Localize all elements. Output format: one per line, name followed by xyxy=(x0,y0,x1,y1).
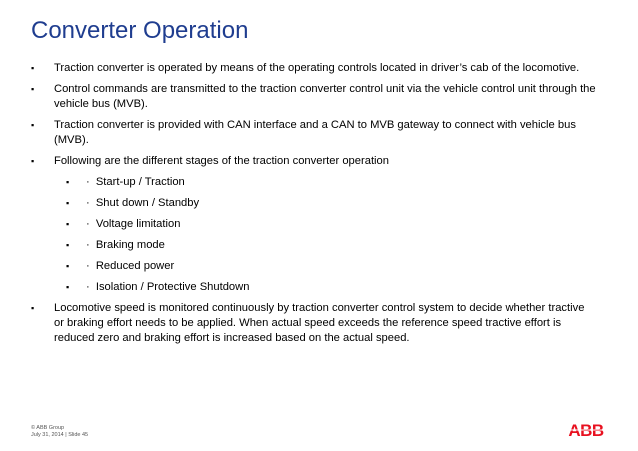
sub-bullet-icon: · xyxy=(86,260,90,272)
bullet-icon: ▪ xyxy=(66,177,70,187)
abb-logo xyxy=(566,420,606,440)
bullet-icon: ▪ xyxy=(31,303,35,313)
copyright-text: © ABB Group xyxy=(31,425,65,431)
bullet-icon: ▪ xyxy=(31,63,35,73)
bullet-text: Control commands are transmitted to the traction converter control unit via the vehicle control unit through the vehicle bus (MVB). xyxy=(54,83,596,110)
stage-item xyxy=(31,175,596,190)
bullet-point xyxy=(31,118,596,148)
stage-item xyxy=(31,217,596,232)
bullet-text: Traction converter is provided with CAN interface and a CAN to MVB gateway to connect with vehicle bus (MVB). xyxy=(54,119,576,146)
stage-text: Reduced power xyxy=(95,260,175,272)
stage-text: Braking mode xyxy=(95,239,165,251)
stage-item xyxy=(31,196,596,211)
bullet-point xyxy=(31,61,596,76)
stage-text: Shut down / Standby xyxy=(95,197,200,209)
stages-list xyxy=(31,175,596,295)
bullet-point xyxy=(31,301,596,346)
bullet-icon: ▪ xyxy=(31,156,35,166)
stage-item xyxy=(31,238,596,253)
bullet-point xyxy=(31,82,596,112)
bullet-icon: ▪ xyxy=(66,198,70,208)
slide-title: Converter Operation xyxy=(31,17,249,44)
sub-bullet-icon: · xyxy=(86,239,90,251)
bullet-icon: ▪ xyxy=(66,219,70,229)
stage-text: Isolation / Protective Shutdown xyxy=(95,281,250,293)
sub-bullet-icon: · xyxy=(86,176,90,188)
stage-item xyxy=(31,259,596,274)
bullet-text: Following are the different stages of the traction converter operation xyxy=(54,155,389,167)
bullet-icon: ▪ xyxy=(66,261,70,271)
sub-bullet-icon: · xyxy=(86,197,90,209)
bullet-icon: ▪ xyxy=(31,120,35,130)
bullet-icon: ▪ xyxy=(66,240,70,250)
sub-bullet-icon: · xyxy=(86,281,90,293)
stage-text: Voltage limitation xyxy=(95,218,181,230)
bullet-text: Locomotive speed is monitored continuously by traction converter control system to decide whether tractive or braking effort needs to be applied. When actual speed exceeds the reference speed tractive effort is reduced zero and braking effort is increased based on the actual speed. xyxy=(54,302,585,344)
sub-bullet-icon: · xyxy=(86,218,90,230)
date-slide-text: July 31, 2014 | Slide 45 xyxy=(31,432,89,438)
stage-text: Start-up / Traction xyxy=(95,176,185,188)
slide-footer xyxy=(31,425,88,439)
bullet-point xyxy=(31,154,596,169)
bullet-text: Traction converter is operated by means of the operating controls located in driver’s cab of the locomotive. xyxy=(54,62,580,74)
stage-item xyxy=(31,280,596,295)
bullet-icon: ▪ xyxy=(66,282,70,292)
bullet-icon: ▪ xyxy=(31,84,35,94)
slide-content xyxy=(31,61,596,352)
svg-text:ABB: ABB xyxy=(568,421,604,440)
